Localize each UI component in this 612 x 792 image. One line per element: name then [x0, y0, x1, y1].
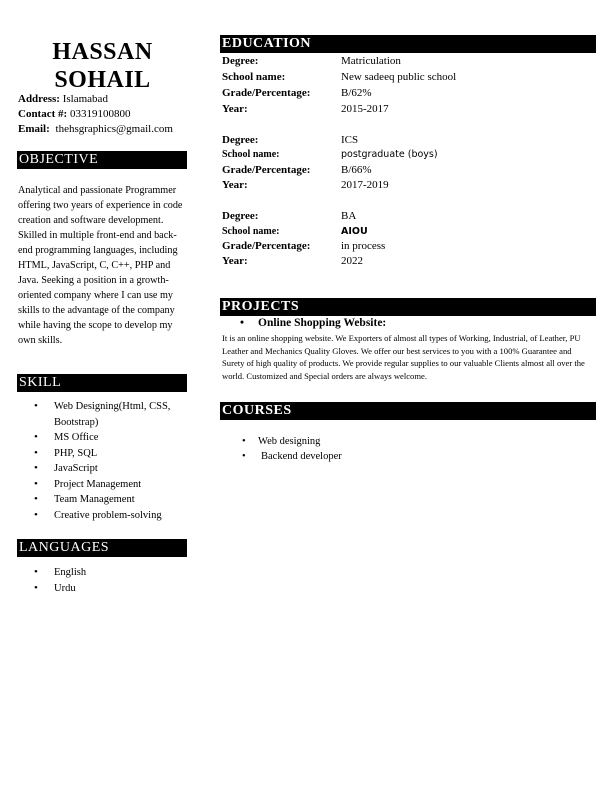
list-item: • English: [18, 565, 188, 581]
objective-text: Analytical and passionate Programmer offering two years of experience in code creation and software development. Skilled in multiple front-end and back-end programming languages, including HTML, JavaScript, C, C++, PHP and Java. Seeking a position in a growth-oriented company where I can use my skills to the advantage of the company while having the scope to develop my own skills.: [18, 185, 183, 346]
list-item: • Creative problem-solving: [18, 508, 188, 524]
address-value: Islamabad: [62, 93, 108, 105]
degree-label: Degree:: [222, 55, 259, 67]
year-value: 2017-2019: [341, 179, 389, 191]
education-heading: EDUCATION: [220, 35, 596, 53]
grade-label: Grade/Percentage:: [222, 87, 311, 99]
skill-list: [18, 399, 188, 523]
candidate-first-name: HASSAN: [52, 39, 153, 65]
address-line: [18, 92, 108, 107]
contact-value: 03319100800: [69, 108, 131, 120]
courses-heading: COURSES: [220, 402, 596, 420]
year-label: Year:: [222, 255, 248, 267]
list-item: • Team Management: [18, 492, 188, 508]
email-label: Email:: [18, 123, 50, 135]
school-value: postgraduate (boys): [341, 149, 438, 160]
project-title: [242, 317, 386, 329]
projects-heading: PROJECTS: [220, 298, 596, 316]
list-item: • Web Designing(Html, CSS, Bootstrap): [18, 399, 188, 430]
address-label: Address:: [18, 93, 60, 105]
year-label: Year:: [222, 179, 248, 191]
list-item: • Backend developer: [222, 449, 594, 464]
year-value: 2022: [341, 255, 363, 267]
contact-line: [18, 107, 130, 122]
school-value: New sadeeq public school: [341, 71, 457, 83]
grade-label: Grade/Percentage:: [222, 164, 311, 176]
degree-value: Matriculation: [341, 55, 401, 67]
degree-value: ICS: [341, 134, 359, 146]
school-label: School name:: [222, 149, 280, 160]
year-value: 2015-2017: [341, 103, 389, 115]
degree-value: BA: [341, 210, 357, 222]
list-item: • MS Office: [18, 430, 188, 446]
languages-heading: LANGUAGES: [17, 539, 187, 557]
candidate-last-name: SOHAIL: [54, 67, 151, 93]
school-label: School name:: [222, 226, 280, 237]
school-label: School name:: [222, 71, 286, 83]
skill-heading: SKILL: [17, 374, 187, 392]
email-line: [18, 122, 173, 137]
list-item: • Project Management: [18, 477, 188, 493]
degree-label: Degree:: [222, 134, 259, 146]
grade-value: B/62%: [341, 87, 372, 99]
contact-label: Contact #:: [18, 108, 68, 120]
grade-value: B/66%: [341, 164, 372, 176]
languages-list: [18, 565, 188, 596]
list-item: • PHP, SQL: [18, 446, 188, 462]
degree-label: Degree:: [222, 210, 259, 222]
email-value[interactable]: thehsgraphics@gmail.com: [55, 123, 173, 135]
project-description: It is an online shopping website. We Exporters of almost all types of Working, Industrial, of Leather, PU Leather and Mechanics Quality Gloves. We offer our best services to you with a 100% Guarantee and Surety of high quality of products. We provide regular supplies to our valuable Clients almost all over the world. Customized and Special orders are always welcome.: [222, 333, 585, 381]
objective-heading: OBJECTIVE: [17, 151, 187, 169]
project-title-text: Online Shopping Website:: [258, 317, 387, 329]
courses-list: [222, 434, 594, 464]
grade-label: Grade/Percentage:: [222, 240, 311, 252]
grade-value: in process: [341, 240, 386, 252]
list-item: • Urdu: [18, 581, 188, 597]
year-label: Year:: [222, 103, 248, 115]
list-item: • JavaScript: [18, 461, 188, 477]
school-value: AIOU: [341, 226, 368, 237]
list-item: • Web designing: [222, 434, 594, 449]
